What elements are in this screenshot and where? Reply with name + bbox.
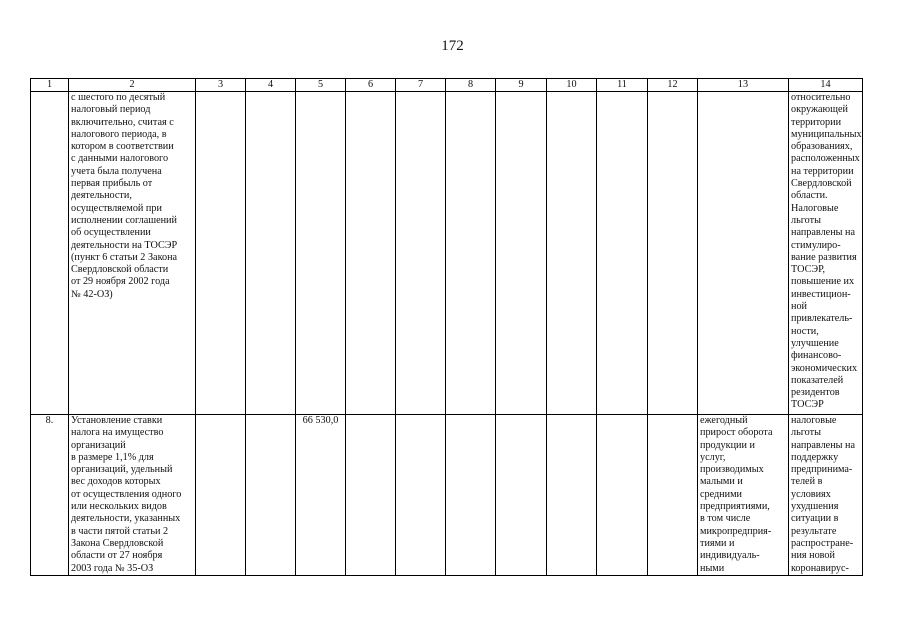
header-cell-5: 5 — [296, 79, 346, 92]
table-row — [31, 92, 863, 415]
header-cell-9: 9 — [496, 79, 547, 92]
indicator-cell: ежегодный прирост оборота продукции и услуг, производимых малыми и средними предприятиями, в том числе микропредприя- тиями и индивидуаль- ными — [698, 415, 789, 576]
table-cell-9 — [496, 92, 547, 415]
header-cell-12: 12 — [648, 79, 698, 92]
data-table — [30, 78, 863, 576]
table-cell-12 — [648, 92, 698, 415]
header-cell-7: 7 — [396, 79, 446, 92]
table-cell-10 — [547, 415, 597, 576]
table-header-row — [31, 79, 863, 92]
table-cell-3 — [196, 415, 246, 576]
table-cell-8 — [446, 415, 496, 576]
table-row — [31, 415, 863, 576]
row-number-cell: 8. — [31, 415, 69, 576]
header-cell-13: 13 — [698, 79, 789, 92]
header-cell-10: 10 — [547, 79, 597, 92]
header-cell-2: 2 — [69, 79, 196, 92]
header-cell-6: 6 — [346, 79, 396, 92]
header-cell-1: 1 — [31, 79, 69, 92]
amount-cell: 66 530,0 — [296, 415, 346, 576]
header-cell-3: 3 — [196, 79, 246, 92]
table-cell-11 — [597, 415, 648, 576]
table-cell-6 — [346, 92, 396, 415]
table-cell-6 — [346, 415, 396, 576]
amount-cell — [296, 92, 346, 415]
table-cell-7 — [396, 92, 446, 415]
table-cell-3 — [196, 92, 246, 415]
header-cell-8: 8 — [446, 79, 496, 92]
table-cell-11 — [597, 92, 648, 415]
table-cell-7 — [396, 415, 446, 576]
header-cell-11: 11 — [597, 79, 648, 92]
table-cell-10 — [547, 92, 597, 415]
indicator-cell — [698, 92, 789, 415]
measure-description-cell: Установление ставки налога на имущество организаций в размере 1,1% для организаций, удельный вес доходов которых от осуществления одного или нескольких видов деятельности, указанных в части пятой статьи 2 Закона Свердловской области от 27 ноября 2003 года № 35-ОЗ — [69, 415, 196, 576]
table-cell-9 — [496, 415, 547, 576]
header-cell-14: 14 — [789, 79, 863, 92]
justification-cell: относительно окружающей территории муниципальных образованиях, расположенных на территории Свердловской области. Налоговые льготы направлены на стимулиро- вание развития ТОСЭР, повышение их инвестицион- ной привлекатель- ности, улучшение финансово- экономических показателей резидентов ТОСЭР — [789, 92, 863, 415]
justification-cell: налоговые льготы направлены на поддержку предпринима- телей в условиях ухудшения ситуации в результате распростране- ния новой коронавирус- — [789, 415, 863, 576]
table-cell-4 — [246, 415, 296, 576]
table-cell-8 — [446, 92, 496, 415]
row-number-cell — [31, 92, 69, 415]
table-cell-12 — [648, 415, 698, 576]
table-cell-4 — [246, 92, 296, 415]
page-number: 172 — [441, 38, 464, 54]
header-cell-4: 4 — [246, 79, 296, 92]
measure-description-cell: с шестого по десятый налоговый период включительно, считая с налогового периода, в котором в соответствии с данными налогового учета была получена первая прибыль от деятельности, осуществляемой при исполнении соглашений об осуществлении деятельности на ТОСЭР (пункт 6 статьи 2 Закона Свердловской области от 29 ноября 2002 года № 42-ОЗ) — [69, 92, 196, 415]
